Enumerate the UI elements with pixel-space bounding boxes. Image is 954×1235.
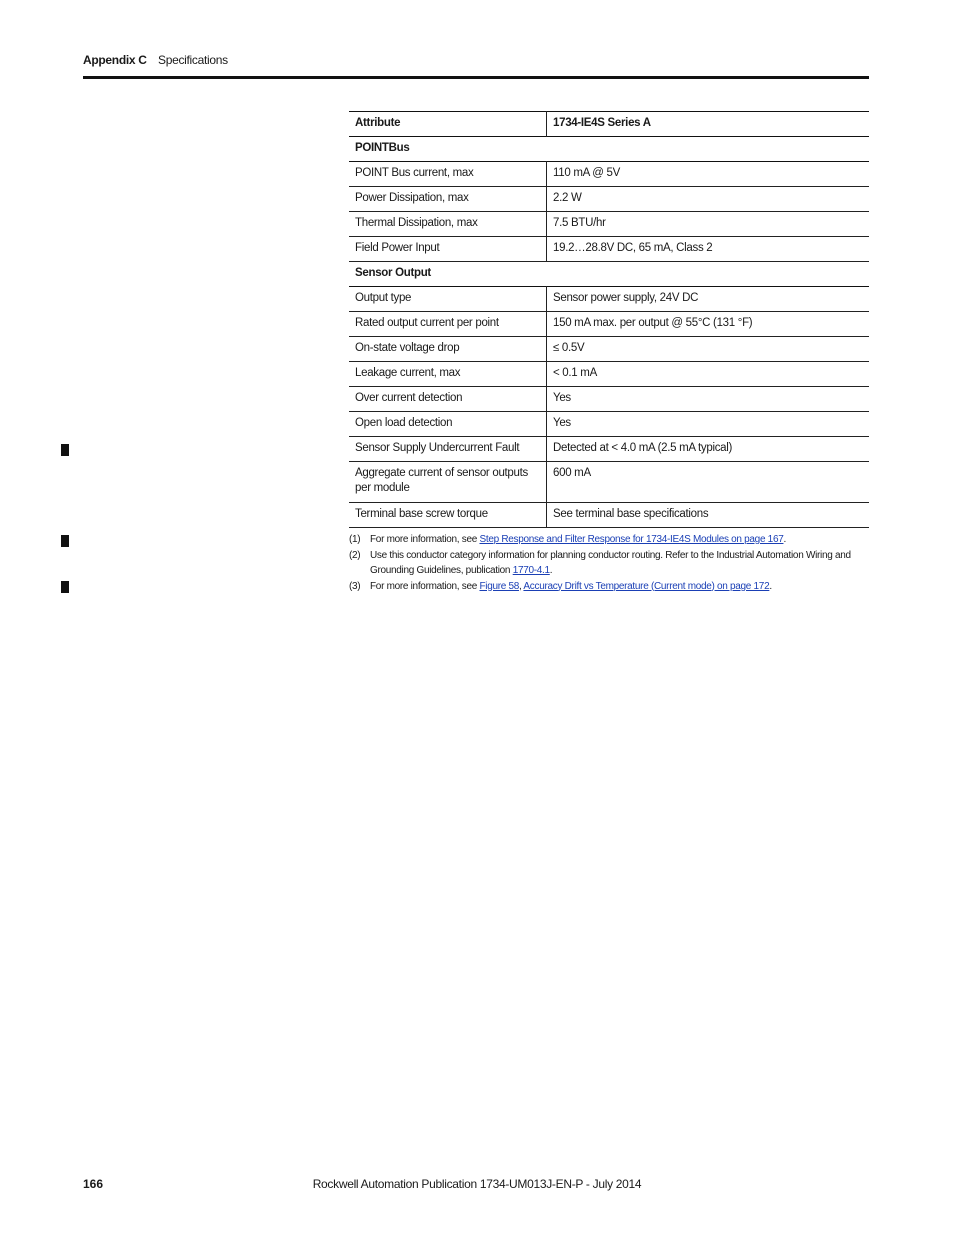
- attribute-cell: On-state voltage drop: [349, 337, 547, 362]
- value-cell: < 0.1 mA: [553, 367, 597, 379]
- footnote-2: [349, 548, 869, 579]
- table-header-row: [349, 112, 869, 137]
- footnote-link-step-response[interactable]: Step Response and Filter Response for 1734-IE4S Modules on page 167: [479, 534, 784, 545]
- table-row: [349, 337, 869, 362]
- footnote-number: (1): [349, 534, 361, 545]
- table-row: [349, 287, 869, 312]
- table-row: [349, 362, 869, 387]
- value-cell: 2.2 W: [553, 192, 582, 204]
- attribute-cell: Power Dissipation, max: [349, 187, 547, 212]
- footnote-number: (3): [349, 580, 361, 592]
- group-row-pointbus: [349, 137, 869, 162]
- group-title: POINTBus: [355, 142, 410, 154]
- footnote-link-accuracy-drift[interactable]: Accuracy Drift vs Temperature (Current mode) on page 172: [523, 580, 770, 592]
- value-cell: Sensor power supply, 24V DC: [553, 292, 699, 304]
- attribute-cell: Sensor Supply Undercurrent Fault: [349, 437, 547, 462]
- footnote-number: (2): [349, 549, 361, 561]
- value-cell: 110 mA @ 5V: [553, 167, 620, 179]
- column-header-series: 1734-IE4S Series A: [553, 117, 651, 129]
- attribute-cell: Open load detection: [349, 412, 547, 437]
- change-bar-marker: [61, 581, 69, 593]
- change-bar-marker: [61, 535, 69, 547]
- attribute-cell: Rated output current per point: [349, 312, 547, 337]
- value-cell: 150 mA max. per output @ 55°C (131 °F): [553, 317, 753, 329]
- table-row: [349, 312, 869, 337]
- value-cell: 19.2…28.8V DC, 65 mA, Class 2: [553, 242, 713, 254]
- appendix-label: Appendix C: [83, 53, 147, 67]
- table-row: [349, 503, 869, 528]
- value-cell: 7.5 BTU/hr: [553, 217, 606, 229]
- group-title: Sensor Output: [355, 267, 431, 279]
- table-row: [349, 187, 869, 212]
- footnote-separator: ,: [519, 580, 524, 592]
- attribute-cell: Over current detection: [349, 387, 547, 412]
- table-row: [349, 237, 869, 262]
- specifications-table: [349, 111, 869, 528]
- table-row: [349, 412, 869, 437]
- attribute-cell: Output type: [349, 287, 547, 312]
- footnotes: [349, 532, 869, 594]
- value-cell: Detected at < 4.0 mA (2.5 mA typical): [553, 442, 733, 454]
- footnote-3: [349, 579, 869, 595]
- section-label: Specifications: [158, 53, 228, 67]
- value-cell: Yes: [553, 417, 571, 429]
- footnote-1: [349, 532, 869, 548]
- footnote-link-figure-58[interactable]: Figure 58: [479, 580, 520, 592]
- footnote-text-end: .: [783, 534, 786, 545]
- value-cell: 600 mA: [553, 467, 591, 479]
- footnote-text: Use this conductor category information for planning conductor routing. Refer to the Industrial Automation Wiring and Grounding Guidelines, publication: [370, 549, 851, 576]
- footer-publication: Rockwell Automation Publication 1734-UM013J-EN-P - July 2014: [312, 1177, 642, 1191]
- column-header-attribute: Attribute: [349, 112, 547, 137]
- table-row: [349, 462, 869, 503]
- change-bar-marker: [61, 444, 69, 456]
- table-row: [349, 212, 869, 237]
- attribute-cell: Terminal base screw torque: [349, 503, 547, 528]
- attribute-cell: Leakage current, max: [349, 362, 547, 387]
- footnote-text-end: .: [769, 580, 772, 592]
- page-number: 166: [83, 1177, 104, 1191]
- value-cell: Yes: [553, 392, 571, 404]
- footnote-text-end: .: [549, 565, 553, 576]
- attribute-cell: Field Power Input: [349, 237, 547, 262]
- table-row: [349, 437, 869, 462]
- footnote-text: For more information, see: [370, 534, 480, 545]
- attribute-cell: POINT Bus current, max: [349, 162, 547, 187]
- page-header: [83, 53, 869, 79]
- table-row: [349, 162, 869, 187]
- footnote-link-publication[interactable]: 1770-4.1: [512, 565, 550, 576]
- attribute-cell: Thermal Dissipation, max: [349, 212, 547, 237]
- attribute-cell: Aggregate current of sensor outputs per module: [349, 462, 547, 503]
- value-cell: ≤ 0.5V: [553, 342, 585, 354]
- group-row-sensor-output: [349, 262, 869, 287]
- value-cell: See terminal base specifications: [553, 508, 709, 520]
- table-row: [349, 387, 869, 412]
- footnote-text: For more information, see: [370, 580, 480, 592]
